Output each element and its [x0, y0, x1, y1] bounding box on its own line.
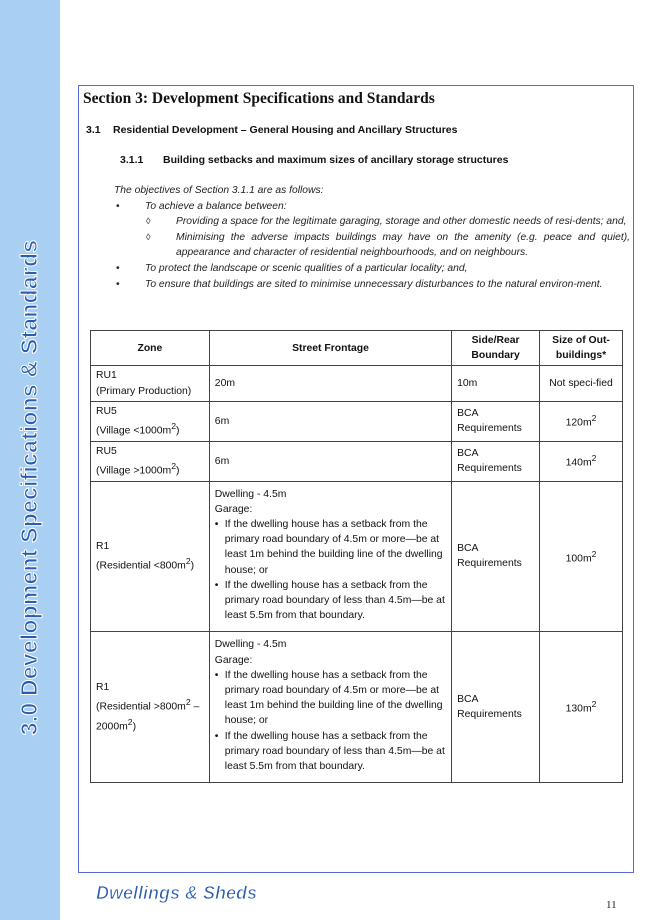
zone-desc-end: – 2000m [96, 701, 200, 733]
size-value: 100m [565, 553, 592, 565]
sidebar-title: 3.0 Development Specifications & Standards [16, 239, 43, 736]
side-rear-cell: BCA Requirements [452, 401, 540, 441]
zone-desc [96, 459, 204, 479]
side-rear-cell: BCA Requirements [452, 632, 540, 783]
zone-desc-sup: 2 [185, 697, 191, 708]
zone-desc [96, 419, 204, 439]
table-header-row [91, 331, 623, 366]
zone-code: RU1 [96, 370, 117, 382]
header-zone: Zone [91, 331, 210, 366]
size-sup: 2 [591, 453, 597, 464]
diamond-bullet-icon: ◊ [146, 231, 151, 242]
street-frontage-cell [209, 632, 451, 783]
street-frontage-cell: 6m [209, 401, 451, 441]
objective-item [89, 199, 630, 215]
list-item [215, 668, 446, 729]
bullet-icon: • [214, 518, 219, 530]
bullet-icon: • [116, 200, 120, 212]
outbuilding-size-cell: Not speci-fied [540, 366, 623, 401]
objective-subitem [89, 214, 630, 230]
zone-desc-end: ) [176, 465, 180, 477]
zone-desc-text: (Village <1000m [96, 425, 172, 437]
subsection-number: 3.1 [86, 124, 101, 136]
street-bullet-list [215, 517, 446, 623]
zone-code: RU5 [96, 445, 117, 457]
zone-desc-sup: 2 [171, 421, 177, 432]
sidebar-title-wrap [0, 215, 60, 760]
list-item-text: If the dwelling house has a setback from the primary road boundary of 4.5m or more—be at least 1m behind the building line of the dwelling house; or [224, 518, 443, 576]
side-rear-cell: BCA Requirements [452, 441, 540, 481]
diamond-bullet-icon: ◊ [146, 216, 151, 227]
objective-item [89, 277, 630, 293]
zone-code: R1 [96, 682, 110, 694]
objective-text: To ensure that buildings are sited to minimise unnecessary disturbances to the natural environ-ment. [145, 278, 603, 290]
zone-code: RU5 [96, 405, 117, 417]
header-side-rear: Side/Rear Boundary [452, 331, 540, 366]
list-item-text: If the dwelling house has a setback from the primary road boundary of 4.5m or more—be at least 1m behind the building line of the dwelling house; or [224, 669, 443, 727]
street-line: Dwelling - 4.5m [214, 488, 287, 500]
outbuilding-size-cell [540, 441, 623, 481]
list-item-text: If the dwelling house has a setback from the primary road boundary of less than 4.5m—be at least 5.5m from that boundary. [224, 730, 445, 773]
zone-desc-end: ) [132, 721, 137, 733]
side-rear-cell: 10m [452, 366, 540, 401]
street-bullet-list [215, 668, 446, 774]
bullet-icon: • [214, 730, 219, 742]
footer-title: Dwellings & Sheds [96, 883, 258, 903]
zone-cell [91, 481, 210, 632]
subsubsection-heading [120, 154, 508, 166]
zone-desc-end: ) [190, 560, 195, 572]
subsection-title: Residential Development – General Housing and Ancillary Structures [113, 124, 458, 136]
table-row [91, 366, 623, 401]
objective-subitem-text: Minimising the adverse impacts buildings may have on the amenity (e.g. peace and quiet), appearance and character of residential neighbourhoods, and on neighbours. [176, 231, 630, 259]
zone-code: R1 [96, 541, 110, 553]
subsubsection-title: Building setbacks and maximum sizes of ancillary storage structures [163, 154, 509, 166]
outbuilding-size-cell [540, 632, 623, 783]
setbacks-table [90, 330, 623, 783]
street-frontage-cell: 6m [209, 441, 451, 481]
bullet-icon: • [214, 579, 219, 591]
table-row [91, 632, 623, 783]
section-title: Section 3: Development Specifications and Standards [83, 90, 435, 107]
header-outbuilding-size: Size of Out-buildings* [540, 331, 623, 366]
zone-cell [91, 401, 210, 441]
street-frontage-cell [209, 481, 451, 632]
table-row [91, 441, 623, 481]
table-row [91, 481, 623, 632]
subsubsection-number: 3.1.1 [120, 154, 144, 166]
zone-desc [96, 695, 204, 734]
zone-desc-sup: 2 [185, 556, 191, 567]
street-line: Garage: [214, 503, 253, 515]
zone-desc: (Primary Production) [96, 385, 192, 397]
sidebar-band [0, 0, 60, 920]
objective-text: To achieve a balance between: [145, 200, 287, 212]
zone-cell [91, 632, 210, 783]
objective-text: To protect the landscape or scenic qualities of a particular locality; and, [145, 262, 468, 274]
list-item [215, 517, 446, 578]
objectives-block [89, 183, 630, 292]
list-item-text: If the dwelling house has a setback from the primary road boundary of less than 4.5m—be at least 5.5m from that boundary. [224, 579, 445, 622]
page-number: 11 [606, 899, 617, 911]
size-sup: 2 [591, 699, 597, 710]
objective-subitem-text: Providing a space for the legitimate garaging, storage and other domestic needs of resi-dents; and, [176, 216, 627, 228]
street-line: Dwelling - 4.5m [214, 639, 287, 651]
size-sup: 2 [591, 548, 597, 559]
zone-desc-sup: 2 [171, 460, 177, 471]
size-value: 120m [565, 417, 592, 429]
zone-desc-end: ) [176, 425, 180, 437]
bullet-icon: • [116, 262, 120, 274]
objective-subitem [89, 230, 630, 261]
zone-cell [91, 441, 210, 481]
zone-desc-sup: 2 [127, 716, 133, 727]
zone-desc-text: (Residential <800m [96, 560, 186, 572]
subsection-heading [86, 124, 457, 136]
header-street-frontage: Street Frontage [209, 331, 451, 366]
zone-desc [96, 554, 204, 574]
zone-desc-text: (Village >1000m [96, 465, 172, 477]
bullet-icon: • [214, 669, 219, 681]
size-value: 130m [565, 703, 592, 715]
objective-item [89, 261, 630, 277]
outbuilding-size-cell [540, 481, 623, 632]
side-rear-cell: BCA Requirements [452, 481, 540, 632]
list-item [215, 729, 446, 775]
bullet-icon: • [116, 278, 120, 290]
outbuilding-size-cell [540, 401, 623, 441]
zone-desc-text: (Residential >800m [96, 701, 186, 713]
street-frontage-cell: 20m [209, 366, 451, 401]
objectives-intro: The objectives of Section 3.1.1 are as follows: [114, 185, 324, 196]
zone-cell [91, 366, 210, 401]
table-row [91, 401, 623, 441]
size-sup: 2 [591, 413, 597, 424]
street-line: Garage: [214, 654, 253, 666]
list-item [215, 578, 446, 624]
size-value: 140m [565, 457, 592, 469]
